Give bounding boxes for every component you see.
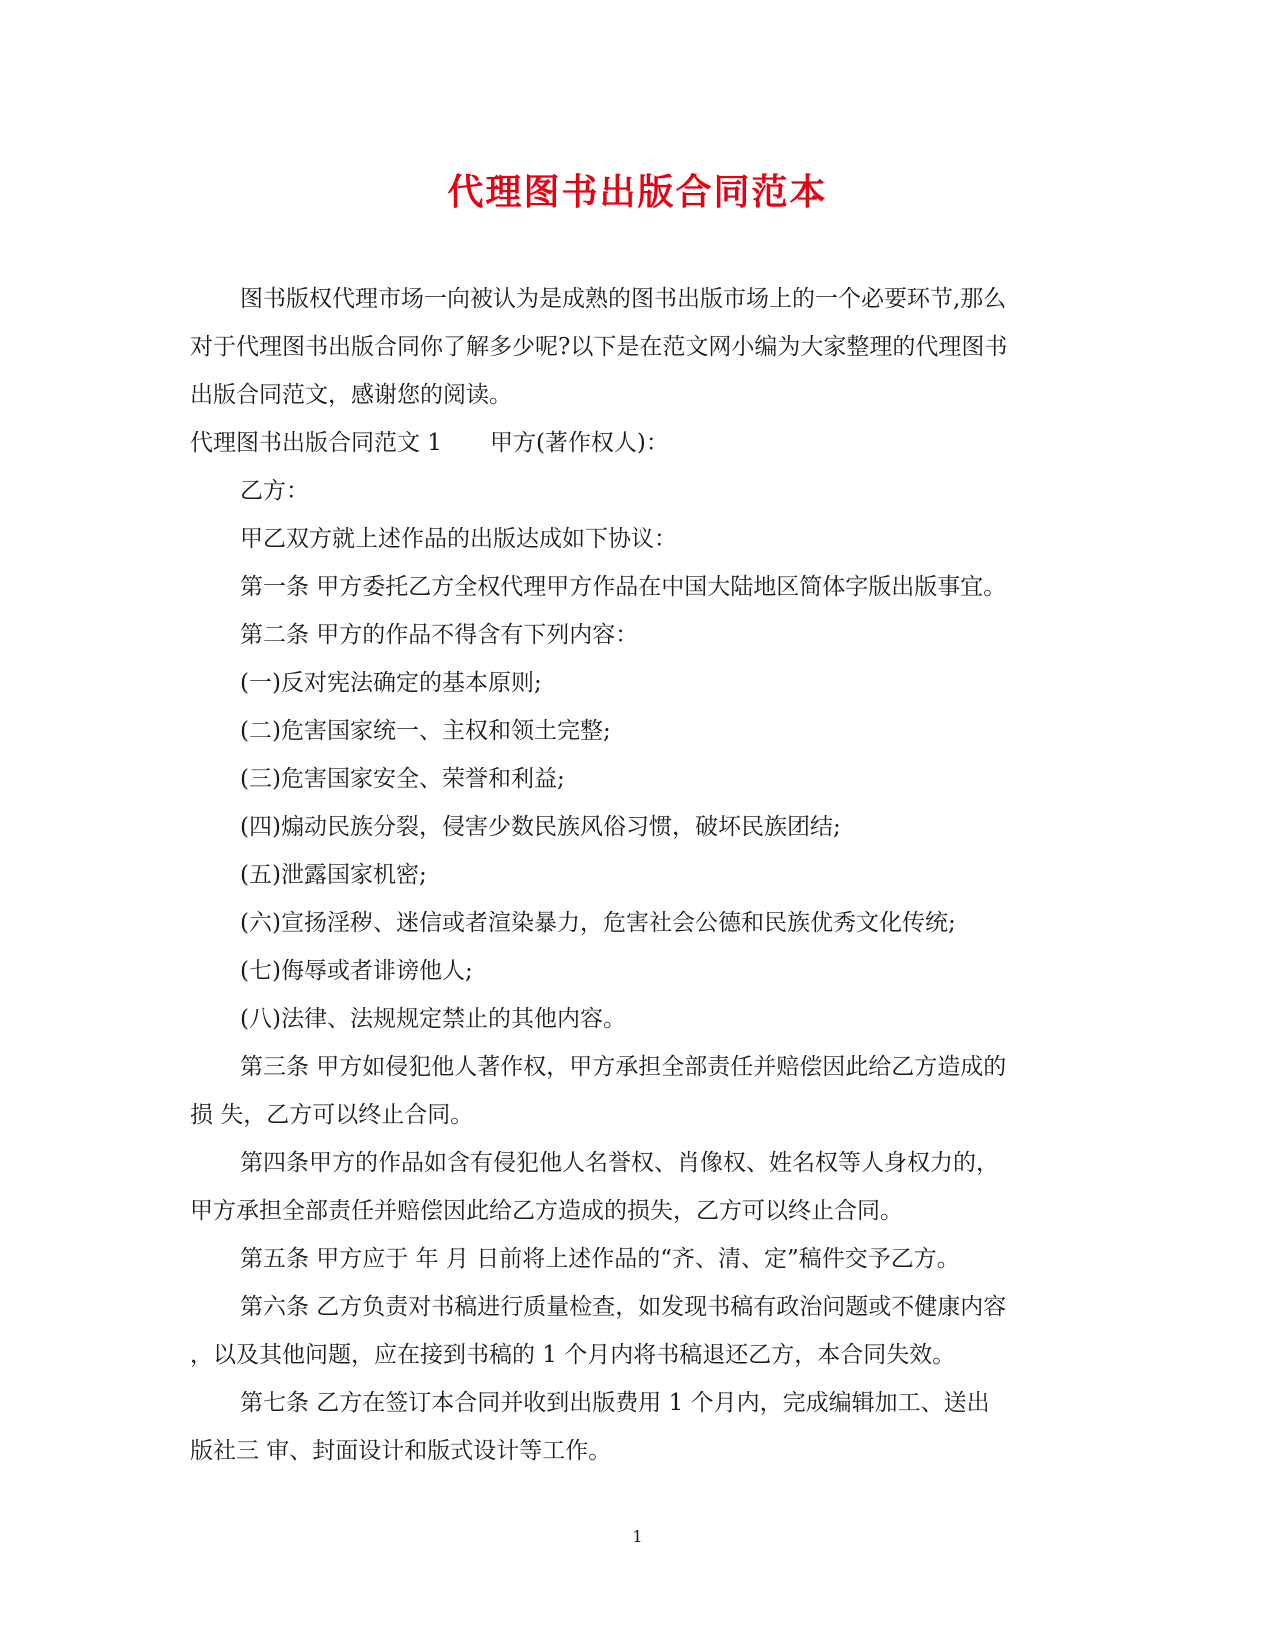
party-b: 乙方： bbox=[240, 478, 309, 504]
article-7-line-1: 第七条 乙方在签订本合同并收到出版费用 1 个月内，完成编辑加工、送出 bbox=[240, 1390, 990, 1416]
document-body bbox=[190, 275, 1080, 1475]
list-item: (四)煽动民族分裂，侵害少数民族风俗习惯，破坏民族团结; bbox=[240, 814, 841, 840]
list-item: (七)侮辱或者诽谤他人; bbox=[240, 958, 473, 984]
article-3-line-1: 第三条 甲方如侵犯他人著作权，甲方承担全部责任并赔偿因此给乙方造成的 bbox=[240, 1054, 1007, 1080]
article-7-line-2: 版社三 审、封面设计和版式设计等工作。 bbox=[190, 1438, 612, 1464]
page-number: 1 bbox=[632, 1527, 643, 1546]
list-item: (六)宣扬淫秽、迷信或者渲染暴力，危害社会公德和民族优秀文化传统; bbox=[240, 910, 956, 936]
article-6-line-1: 第六条 乙方负责对书稿进行质量检查，如发现书稿有政治问题或不健康内容 bbox=[240, 1294, 1007, 1320]
article-4-line-1: 第四条甲方的作品如含有侵犯他人名誉权、肖像权、姓名权等人身权力的， bbox=[240, 1150, 999, 1176]
list-item: (一)反对宪法确定的基本原则; bbox=[240, 670, 542, 696]
article-1: 第一条 甲方委托乙方全权代理甲方作品在中国大陆地区简体字版出版事宜。 bbox=[240, 574, 1007, 600]
list-item: (八)法律、法规规定禁止的其他内容。 bbox=[240, 1006, 626, 1032]
list-item: (三)危害国家安全、荣誉和利益; bbox=[240, 766, 565, 792]
article-2: 第二条 甲方的作品不得含有下列内容： bbox=[240, 622, 639, 648]
article-5: 第五条 甲方应于 年 月 日前将上述作品的“齐、清、定”稿件交予乙方。 bbox=[240, 1246, 960, 1272]
article-6-line-2: ，以及其他问题，应在接到书稿的 1 个月内将书稿退还乙方，本合同失效。 bbox=[190, 1342, 956, 1368]
party-a: 甲方(著作权人)： bbox=[489, 430, 669, 456]
list-item: (五)泄露国家机密; bbox=[240, 862, 427, 888]
article-4-line-2: 甲方承担全部责任并赔偿因此给乙方造成的损失，乙方可以终止合同。 bbox=[190, 1198, 903, 1224]
intro-line-1: 图书版权代理市场一向被认为是成熟的图书出版市场上的一个必要环节,那么 bbox=[240, 286, 1007, 312]
list-item: (二)危害国家统一、主权和领土完整; bbox=[240, 718, 611, 744]
intro-line-2: 对于代理图书出版合同你了解多少呢?以下是在范文网小编为大家整理的代理图书 bbox=[190, 334, 1008, 360]
agreement-statement: 甲乙双方就上述作品的出版达成如下协议： bbox=[240, 526, 677, 552]
section-heading: 代理图书出版合同范文 1 bbox=[190, 430, 442, 456]
document-title: 代理图书出版合同范本 bbox=[447, 171, 828, 213]
heading-line bbox=[190, 419, 1080, 467]
intro-line-3: 出版合同范文，感谢您的阅读。 bbox=[190, 382, 512, 408]
article-3-line-2: 损 失，乙方可以终止合同。 bbox=[190, 1102, 474, 1128]
